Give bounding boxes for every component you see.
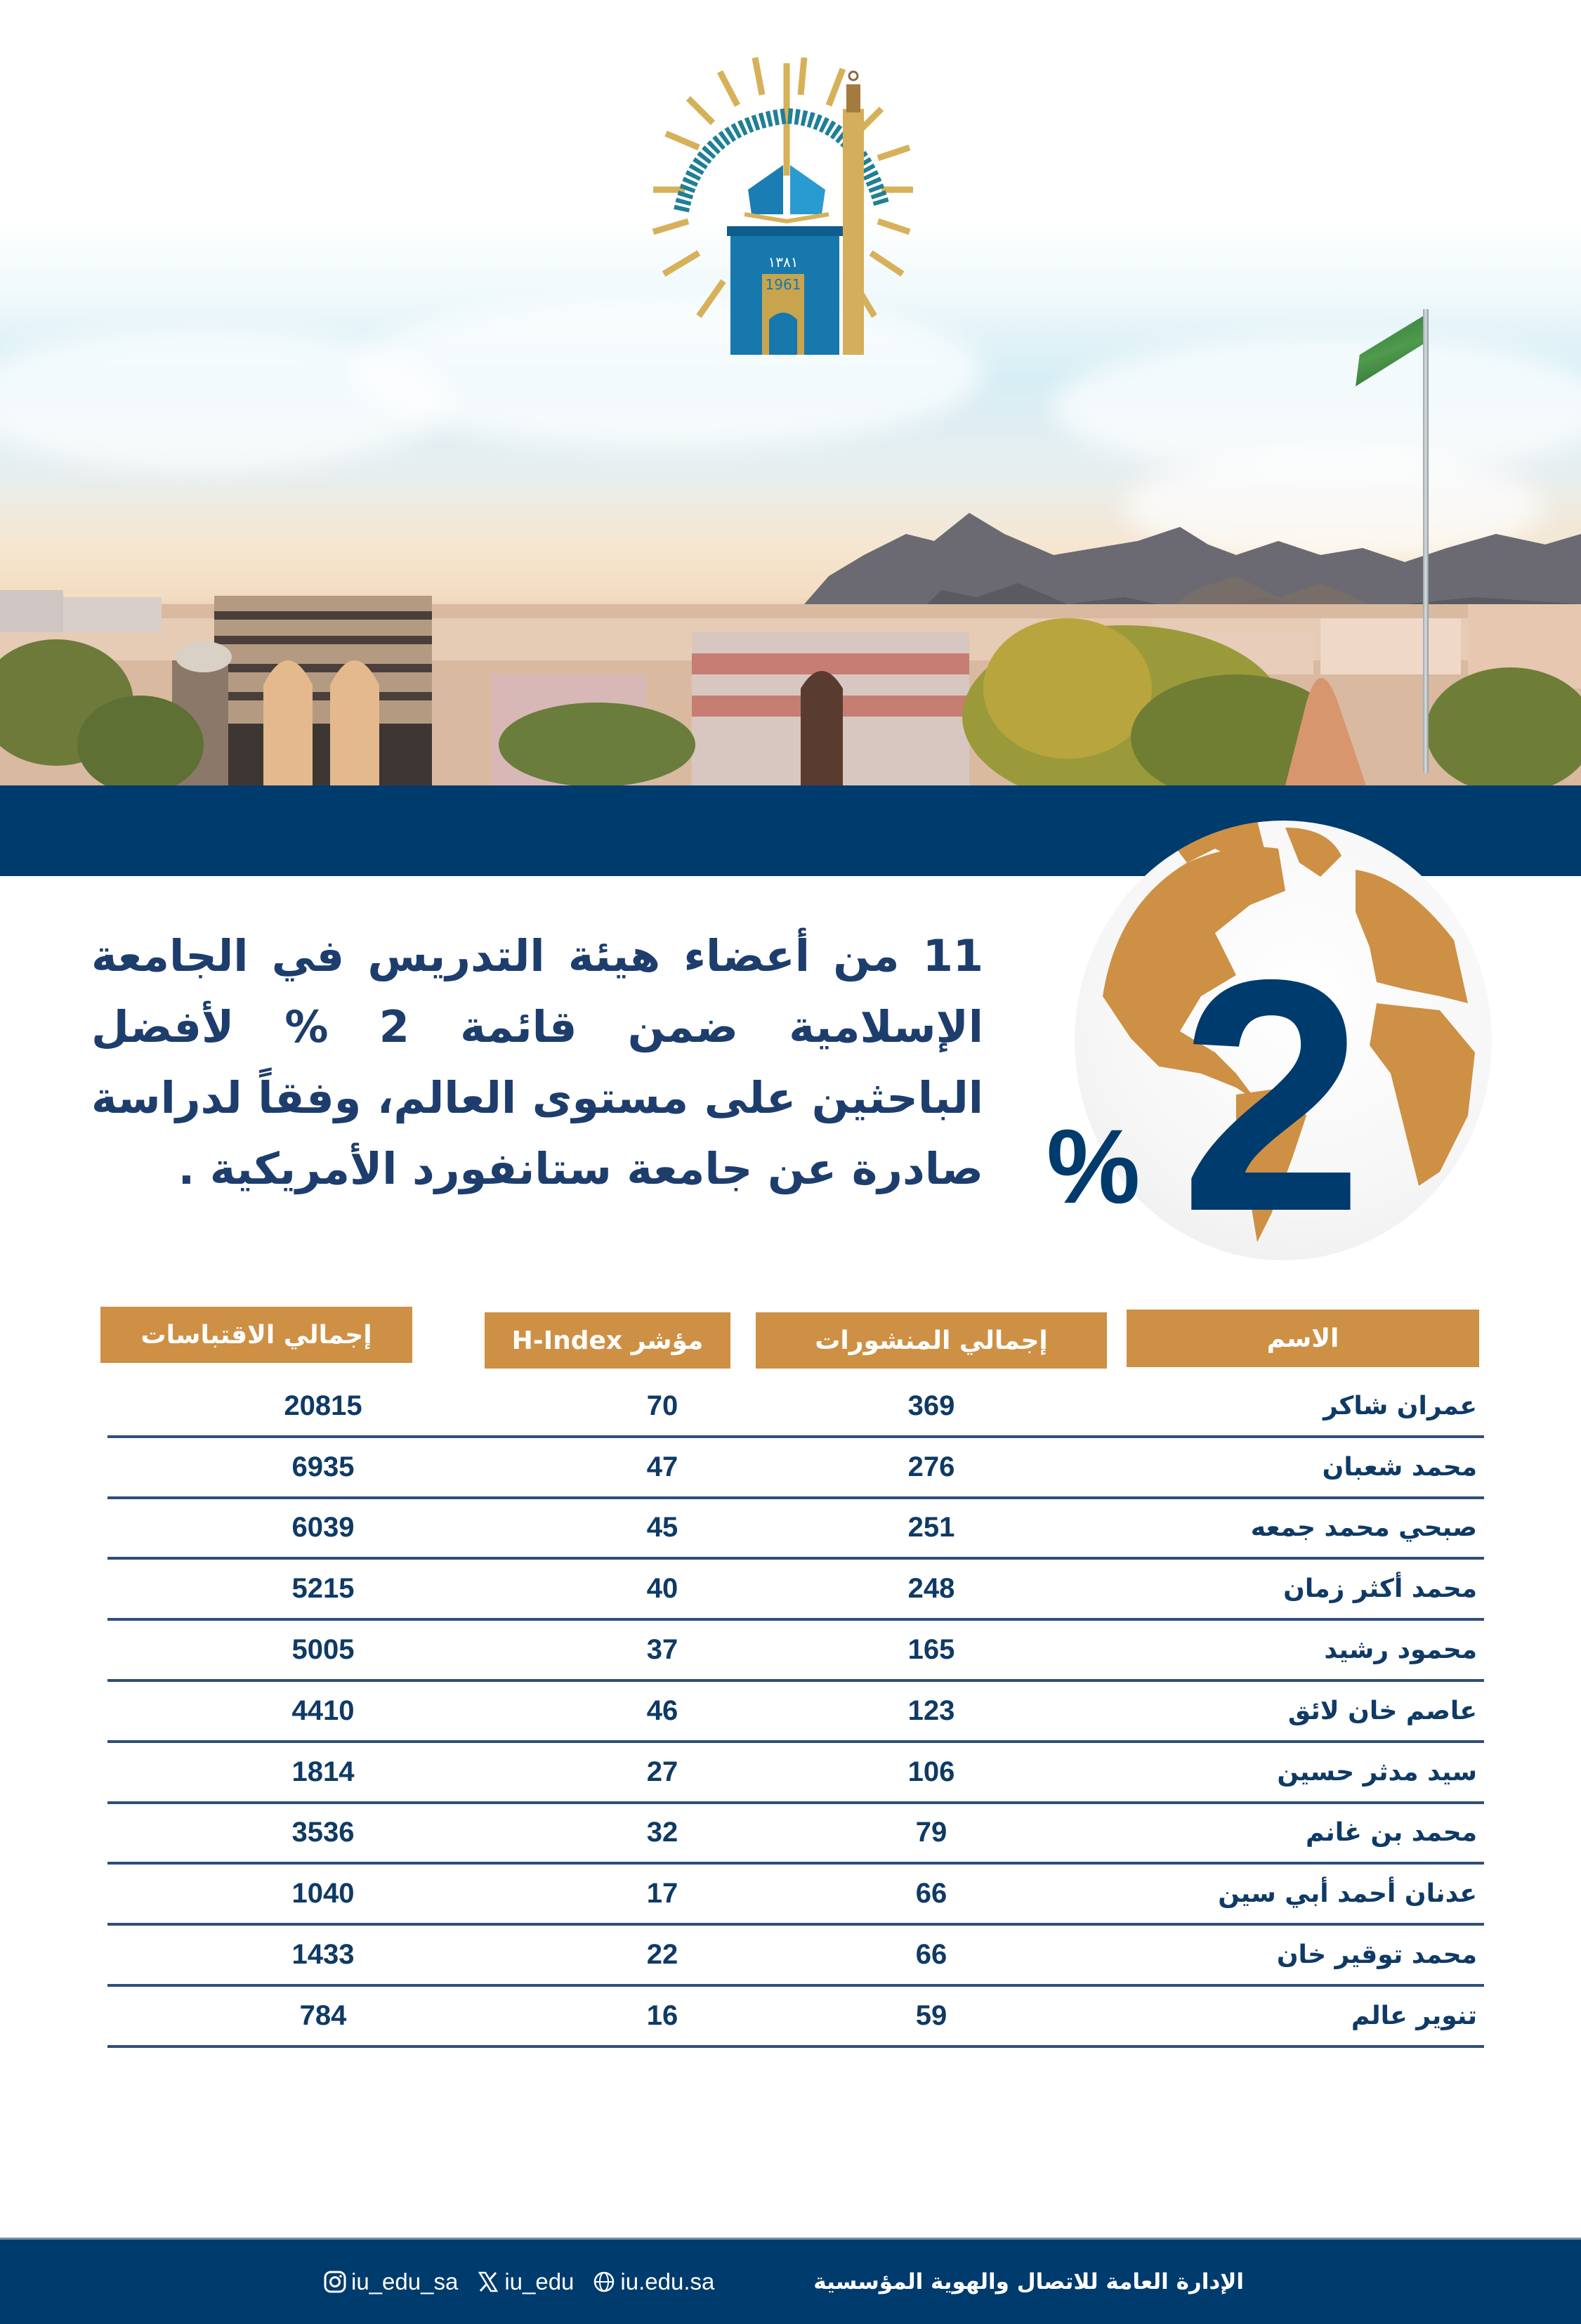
globe-icon (592, 2270, 616, 2294)
intro-paragraph: 11 من أعضاء هيئة التدريس في الجامعة الإسلامية ضمن قائمة 2 % لأفضل الباحثين على مستوى العالم، وفقاً لدراسة صادرة عن جامعة ستانفورد الأمريكية . (91, 930, 983, 1194)
publications-value: 123 (907, 1695, 955, 1726)
header-h-index: مؤشر H-Index (485, 1312, 730, 1369)
h-index-value: 37 (646, 1634, 678, 1666)
researcher-name: محمود رشيد (1324, 1636, 1477, 1665)
publications-value: 66 (915, 1939, 947, 1971)
publications-value: 59 (915, 1999, 947, 2031)
researcher-name: تنوير عالم (1351, 2001, 1477, 2030)
publications-value: 66 (915, 1878, 947, 1910)
h-index-value: 16 (646, 1999, 678, 2031)
h-index-value: 32 (646, 1817, 678, 1848)
table-row (107, 1987, 1484, 2048)
citations-value: 5005 (291, 1634, 355, 1666)
citations-value: 6935 (291, 1451, 355, 1482)
header-name: الاسم (1127, 1310, 1479, 1367)
researcher-name: سيد مدثر حسين (1277, 1757, 1477, 1787)
citations-value: 3536 (291, 1817, 355, 1848)
researcher-name: عاصم خان لائق (1287, 1696, 1477, 1725)
h-index-value: 27 (646, 1756, 678, 1787)
table-row (107, 1926, 1484, 1987)
h-index-value: 47 (646, 1451, 678, 1482)
table-row (107, 1499, 1484, 1560)
table-row (107, 1682, 1484, 1743)
citations-value: 1433 (291, 1939, 355, 1971)
table-row (107, 1621, 1484, 1682)
citations-value: 4410 (291, 1695, 355, 1726)
instagram-handle: iu_edu_sa (351, 2268, 459, 2294)
researchers-table (107, 1377, 1484, 2048)
publications-value: 106 (907, 1756, 955, 1787)
svg-text:1961: 1961 (765, 276, 801, 293)
table-row (107, 1865, 1484, 1926)
website-url: iu.edu.sa (620, 2268, 715, 2294)
flagpole (1423, 309, 1429, 773)
researcher-name: محمد شعبان (1322, 1452, 1477, 1482)
publications-value: 251 (907, 1512, 955, 1543)
h-index-value: 45 (646, 1512, 678, 1543)
table-row (107, 1743, 1484, 1804)
publications-value: 165 (907, 1634, 955, 1666)
svg-text:١٣٨١: ١٣٨١ (768, 254, 799, 270)
researcher-name: عمران شاكر (1323, 1391, 1477, 1421)
h-index-value: 40 (646, 1573, 678, 1605)
campus-hero-photo (0, 0, 1581, 785)
department-name: الإدارة العامة للاتصال والهوية المؤسسية (813, 2269, 1244, 2294)
header-citations: إجمالي الاقتباسات (100, 1307, 412, 1363)
percent-symbol: % (1047, 1107, 1141, 1225)
publications-value: 369 (907, 1390, 955, 1421)
citations-value: 1040 (291, 1878, 355, 1910)
x-handle: iu_edu (504, 2268, 575, 2294)
footer (0, 2238, 1581, 2324)
citations-value: 6039 (291, 1512, 355, 1543)
researcher-name: محمد توقير خان (1276, 1940, 1477, 1970)
researcher-name: عدنان أحمد أبي سين (1218, 1879, 1477, 1909)
researcher-name: محمد بن غانم (1305, 1818, 1477, 1848)
instagram-link[interactable] (323, 2268, 458, 2295)
publications-value: 79 (915, 1817, 947, 1848)
h-index-value: 46 (646, 1695, 678, 1726)
citations-value: 784 (299, 1999, 347, 2031)
table-row (107, 1560, 1484, 1621)
header-publications: إجمالي المنشورات (756, 1312, 1107, 1369)
citations-value: 20815 (284, 1390, 362, 1421)
x-link[interactable] (476, 2268, 574, 2295)
table-row (107, 1438, 1484, 1499)
citations-value: 5215 (291, 1573, 355, 1605)
h-index-value: 22 (646, 1939, 678, 1971)
publications-value: 276 (907, 1451, 955, 1482)
researcher-name: محمد أكثر زمان (1283, 1574, 1477, 1604)
h-index-value: 17 (646, 1878, 678, 1910)
x-logo-icon (476, 2270, 500, 2294)
table-row (107, 1377, 1484, 1438)
publications-value: 248 (907, 1573, 955, 1605)
table-row (107, 1804, 1484, 1865)
h-index-value: 70 (646, 1390, 678, 1421)
website-link[interactable] (592, 2268, 714, 2295)
social-links (323, 2240, 714, 2324)
instagram-icon (323, 2270, 347, 2294)
university-logo (632, 42, 941, 358)
two-percent-number: 2 (1180, 911, 1364, 1280)
researcher-name: صبحي محمد جمعه (1250, 1513, 1477, 1543)
citations-value: 1814 (291, 1756, 355, 1787)
